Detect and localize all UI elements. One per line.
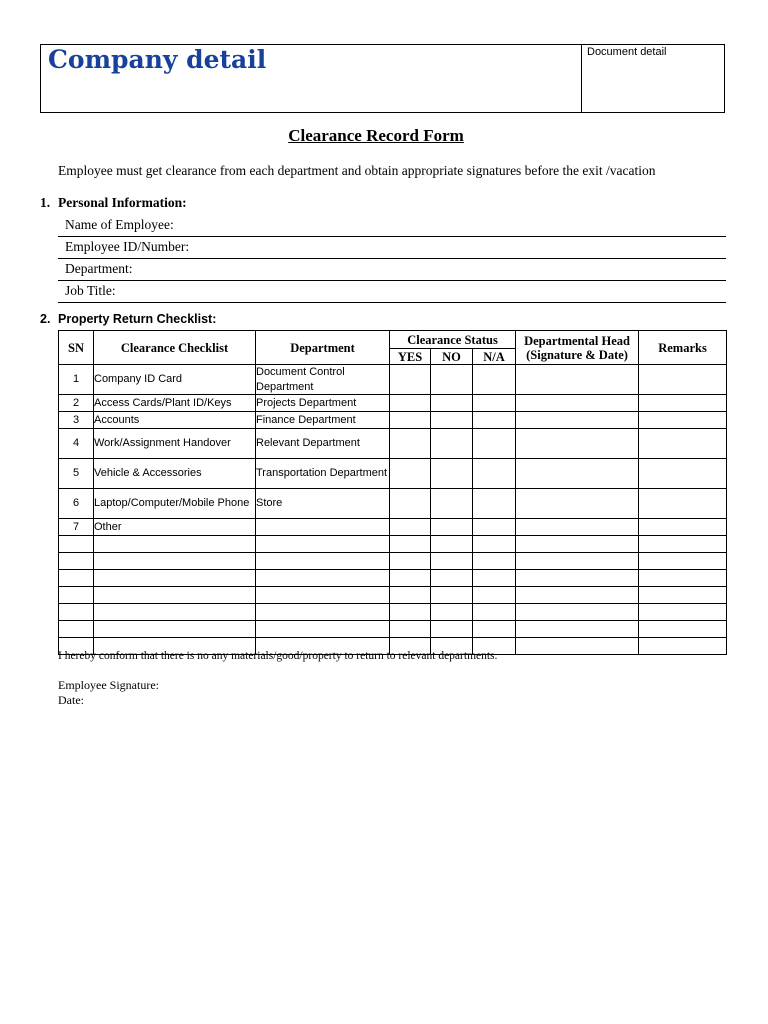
- form-title: Clearance Record Form: [288, 126, 464, 145]
- cell-no[interactable]: [431, 459, 473, 489]
- cell-remarks[interactable]: [639, 519, 727, 536]
- col-remarks: Remarks: [639, 331, 727, 365]
- table-row: [59, 519, 727, 536]
- date-label: Date:: [58, 693, 84, 707]
- cell-item: Vehicle & Accessories: [94, 459, 256, 489]
- cell-item[interactable]: [94, 553, 256, 570]
- cell-no[interactable]: [431, 489, 473, 519]
- cell-sn: 2: [59, 395, 94, 412]
- section-number: 1.: [40, 195, 51, 210]
- cell-department: Relevant Department: [256, 429, 390, 459]
- cell-na[interactable]: [473, 489, 516, 519]
- cell-yes[interactable]: [390, 536, 431, 553]
- cell-sn[interactable]: [59, 604, 94, 621]
- cell-yes[interactable]: [390, 459, 431, 489]
- cell-department[interactable]: [256, 621, 390, 638]
- table-row: [59, 412, 727, 429]
- cell-department[interactable]: [256, 570, 390, 587]
- table-row: [59, 365, 727, 395]
- cell-no[interactable]: [431, 553, 473, 570]
- cell-no[interactable]: [431, 587, 473, 604]
- cell-department: Document Control Department: [256, 365, 390, 395]
- header-box: [40, 44, 725, 113]
- cell-na[interactable]: [473, 365, 516, 395]
- cell-sn: 1: [59, 365, 94, 395]
- cell-item: Accounts: [94, 412, 256, 429]
- cell-no[interactable]: [431, 412, 473, 429]
- cell-dept-head[interactable]: [516, 395, 639, 412]
- table-row: [59, 395, 727, 412]
- cell-na[interactable]: [473, 429, 516, 459]
- cell-dept-head[interactable]: [516, 489, 639, 519]
- col-na: N/A: [473, 349, 516, 365]
- cell-sn: 5: [59, 459, 94, 489]
- cell-na[interactable]: [473, 536, 516, 553]
- cell-remarks[interactable]: [639, 536, 727, 553]
- cell-yes[interactable]: [390, 429, 431, 459]
- property-checklist-table: [58, 330, 727, 655]
- cell-no[interactable]: [431, 395, 473, 412]
- cell-no[interactable]: [431, 621, 473, 638]
- cell-sn[interactable]: [59, 621, 94, 638]
- cell-remarks[interactable]: [639, 638, 727, 655]
- field-label: Job Title:: [65, 283, 116, 298]
- section-personal-info: [40, 195, 187, 211]
- employee-signature-label: Employee Signature:: [58, 678, 159, 692]
- cell-remarks[interactable]: [639, 604, 727, 621]
- cell-yes[interactable]: [390, 570, 431, 587]
- cell-remarks[interactable]: [639, 429, 727, 459]
- cell-yes[interactable]: [390, 553, 431, 570]
- cell-remarks[interactable]: [639, 459, 727, 489]
- cell-dept-head[interactable]: [516, 638, 639, 655]
- cell-yes[interactable]: [390, 412, 431, 429]
- cell-remarks[interactable]: [639, 412, 727, 429]
- cell-sn: 3: [59, 412, 94, 429]
- cell-na[interactable]: [473, 621, 516, 638]
- cell-sn[interactable]: [59, 570, 94, 587]
- cell-no[interactable]: [431, 536, 473, 553]
- cell-item: Access Cards/Plant ID/Keys: [94, 395, 256, 412]
- col-dept-head: Departmental Head (Signature & Date): [516, 331, 639, 365]
- cell-remarks[interactable]: [639, 489, 727, 519]
- cell-no[interactable]: [431, 429, 473, 459]
- cell-yes[interactable]: [390, 587, 431, 604]
- cell-department: Projects Department: [256, 395, 390, 412]
- empty-row: [59, 536, 727, 553]
- col-department: Department: [256, 331, 390, 365]
- cell-dept-head[interactable]: [516, 412, 639, 429]
- intro-text: Employee must get clearance from each department and obtain appropriate signatures before the exit /vacation: [58, 163, 656, 178]
- cell-remarks[interactable]: [639, 621, 727, 638]
- cell-department: Store: [256, 489, 390, 519]
- cell-department[interactable]: [256, 536, 390, 553]
- cell-no[interactable]: [431, 365, 473, 395]
- cell-na[interactable]: [473, 570, 516, 587]
- empty-row: [59, 621, 727, 638]
- cell-yes[interactable]: [390, 489, 431, 519]
- document-detail: Document detail: [587, 46, 667, 58]
- section-heading: Personal Information:: [58, 195, 187, 210]
- cell-department: Finance Department: [256, 412, 390, 429]
- empty-row: [59, 570, 727, 587]
- cell-na[interactable]: [473, 553, 516, 570]
- cell-dept-head[interactable]: [516, 365, 639, 395]
- cell-sn: 7: [59, 519, 94, 536]
- empty-row: [59, 604, 727, 621]
- field-job-title[interactable]: [58, 281, 726, 303]
- cell-dept-head[interactable]: [516, 519, 639, 536]
- cell-na[interactable]: [473, 459, 516, 489]
- field-label: Department:: [65, 261, 133, 276]
- cell-dept-head[interactable]: [516, 570, 639, 587]
- cell-remarks[interactable]: [639, 553, 727, 570]
- cell-yes[interactable]: [390, 365, 431, 395]
- cell-dept-head[interactable]: [516, 536, 639, 553]
- header-divider: [581, 45, 582, 112]
- cell-sn[interactable]: [59, 587, 94, 604]
- cell-remarks[interactable]: [639, 395, 727, 412]
- cell-item[interactable]: [94, 587, 256, 604]
- cell-na[interactable]: [473, 412, 516, 429]
- field-employee-id[interactable]: [58, 237, 726, 259]
- field-label: Name of Employee:: [65, 217, 174, 232]
- cell-yes[interactable]: [390, 604, 431, 621]
- col-yes: YES: [390, 349, 431, 365]
- cell-dept-head[interactable]: [516, 553, 639, 570]
- cell-item: Company ID Card: [94, 365, 256, 395]
- cell-yes[interactable]: [390, 395, 431, 412]
- cell-dept-head[interactable]: [516, 587, 639, 604]
- cell-item[interactable]: [94, 570, 256, 587]
- cell-remarks[interactable]: [639, 587, 727, 604]
- cell-no[interactable]: [431, 604, 473, 621]
- cell-dept-head[interactable]: [516, 459, 639, 489]
- cell-na[interactable]: [473, 395, 516, 412]
- field-label: Employee ID/Number:: [65, 239, 190, 254]
- section-number: 2.: [40, 312, 51, 326]
- cell-yes[interactable]: [390, 519, 431, 536]
- section-property-return: [40, 312, 216, 326]
- table-row: [59, 429, 727, 459]
- cell-department[interactable]: [256, 604, 390, 621]
- cell-department[interactable]: [256, 553, 390, 570]
- cell-dept-head[interactable]: [516, 429, 639, 459]
- cell-na[interactable]: [473, 604, 516, 621]
- cell-sn[interactable]: [59, 553, 94, 570]
- field-department[interactable]: [58, 259, 726, 281]
- cell-department: Transportation Department: [256, 459, 390, 489]
- cell-item[interactable]: [94, 604, 256, 621]
- cell-item[interactable]: [94, 621, 256, 638]
- empty-row: [59, 587, 727, 604]
- company-detail: Company detail: [48, 45, 267, 74]
- cell-item: Other: [94, 519, 256, 536]
- cell-remarks[interactable]: [639, 365, 727, 395]
- cell-dept-head[interactable]: [516, 604, 639, 621]
- cell-sn: 4: [59, 429, 94, 459]
- table-row: [59, 489, 727, 519]
- field-employee-name[interactable]: [58, 215, 726, 237]
- cell-item: Work/Assignment Handover: [94, 429, 256, 459]
- cell-no[interactable]: [431, 519, 473, 536]
- cell-yes[interactable]: [390, 621, 431, 638]
- table-row: [59, 459, 727, 489]
- confirmation-text: I hereby conform that there is no any materials/good/property to return to relevant departments.: [58, 650, 498, 662]
- col-clearance-status: Clearance Status: [390, 331, 516, 349]
- cell-item: Laptop/Computer/Mobile Phone: [94, 489, 256, 519]
- cell-na[interactable]: [473, 519, 516, 536]
- cell-no[interactable]: [431, 570, 473, 587]
- cell-sn: 6: [59, 489, 94, 519]
- cell-department[interactable]: [256, 587, 390, 604]
- col-sn: SN: [59, 331, 94, 365]
- col-checklist: Clearance Checklist: [94, 331, 256, 365]
- cell-remarks[interactable]: [639, 570, 727, 587]
- section-heading: Property Return Checklist:: [58, 312, 217, 326]
- cell-item[interactable]: [94, 536, 256, 553]
- cell-dept-head[interactable]: [516, 621, 639, 638]
- cell-department: [256, 519, 390, 536]
- col-no: NO: [431, 349, 473, 365]
- cell-na[interactable]: [473, 587, 516, 604]
- cell-sn[interactable]: [59, 536, 94, 553]
- empty-row: [59, 553, 727, 570]
